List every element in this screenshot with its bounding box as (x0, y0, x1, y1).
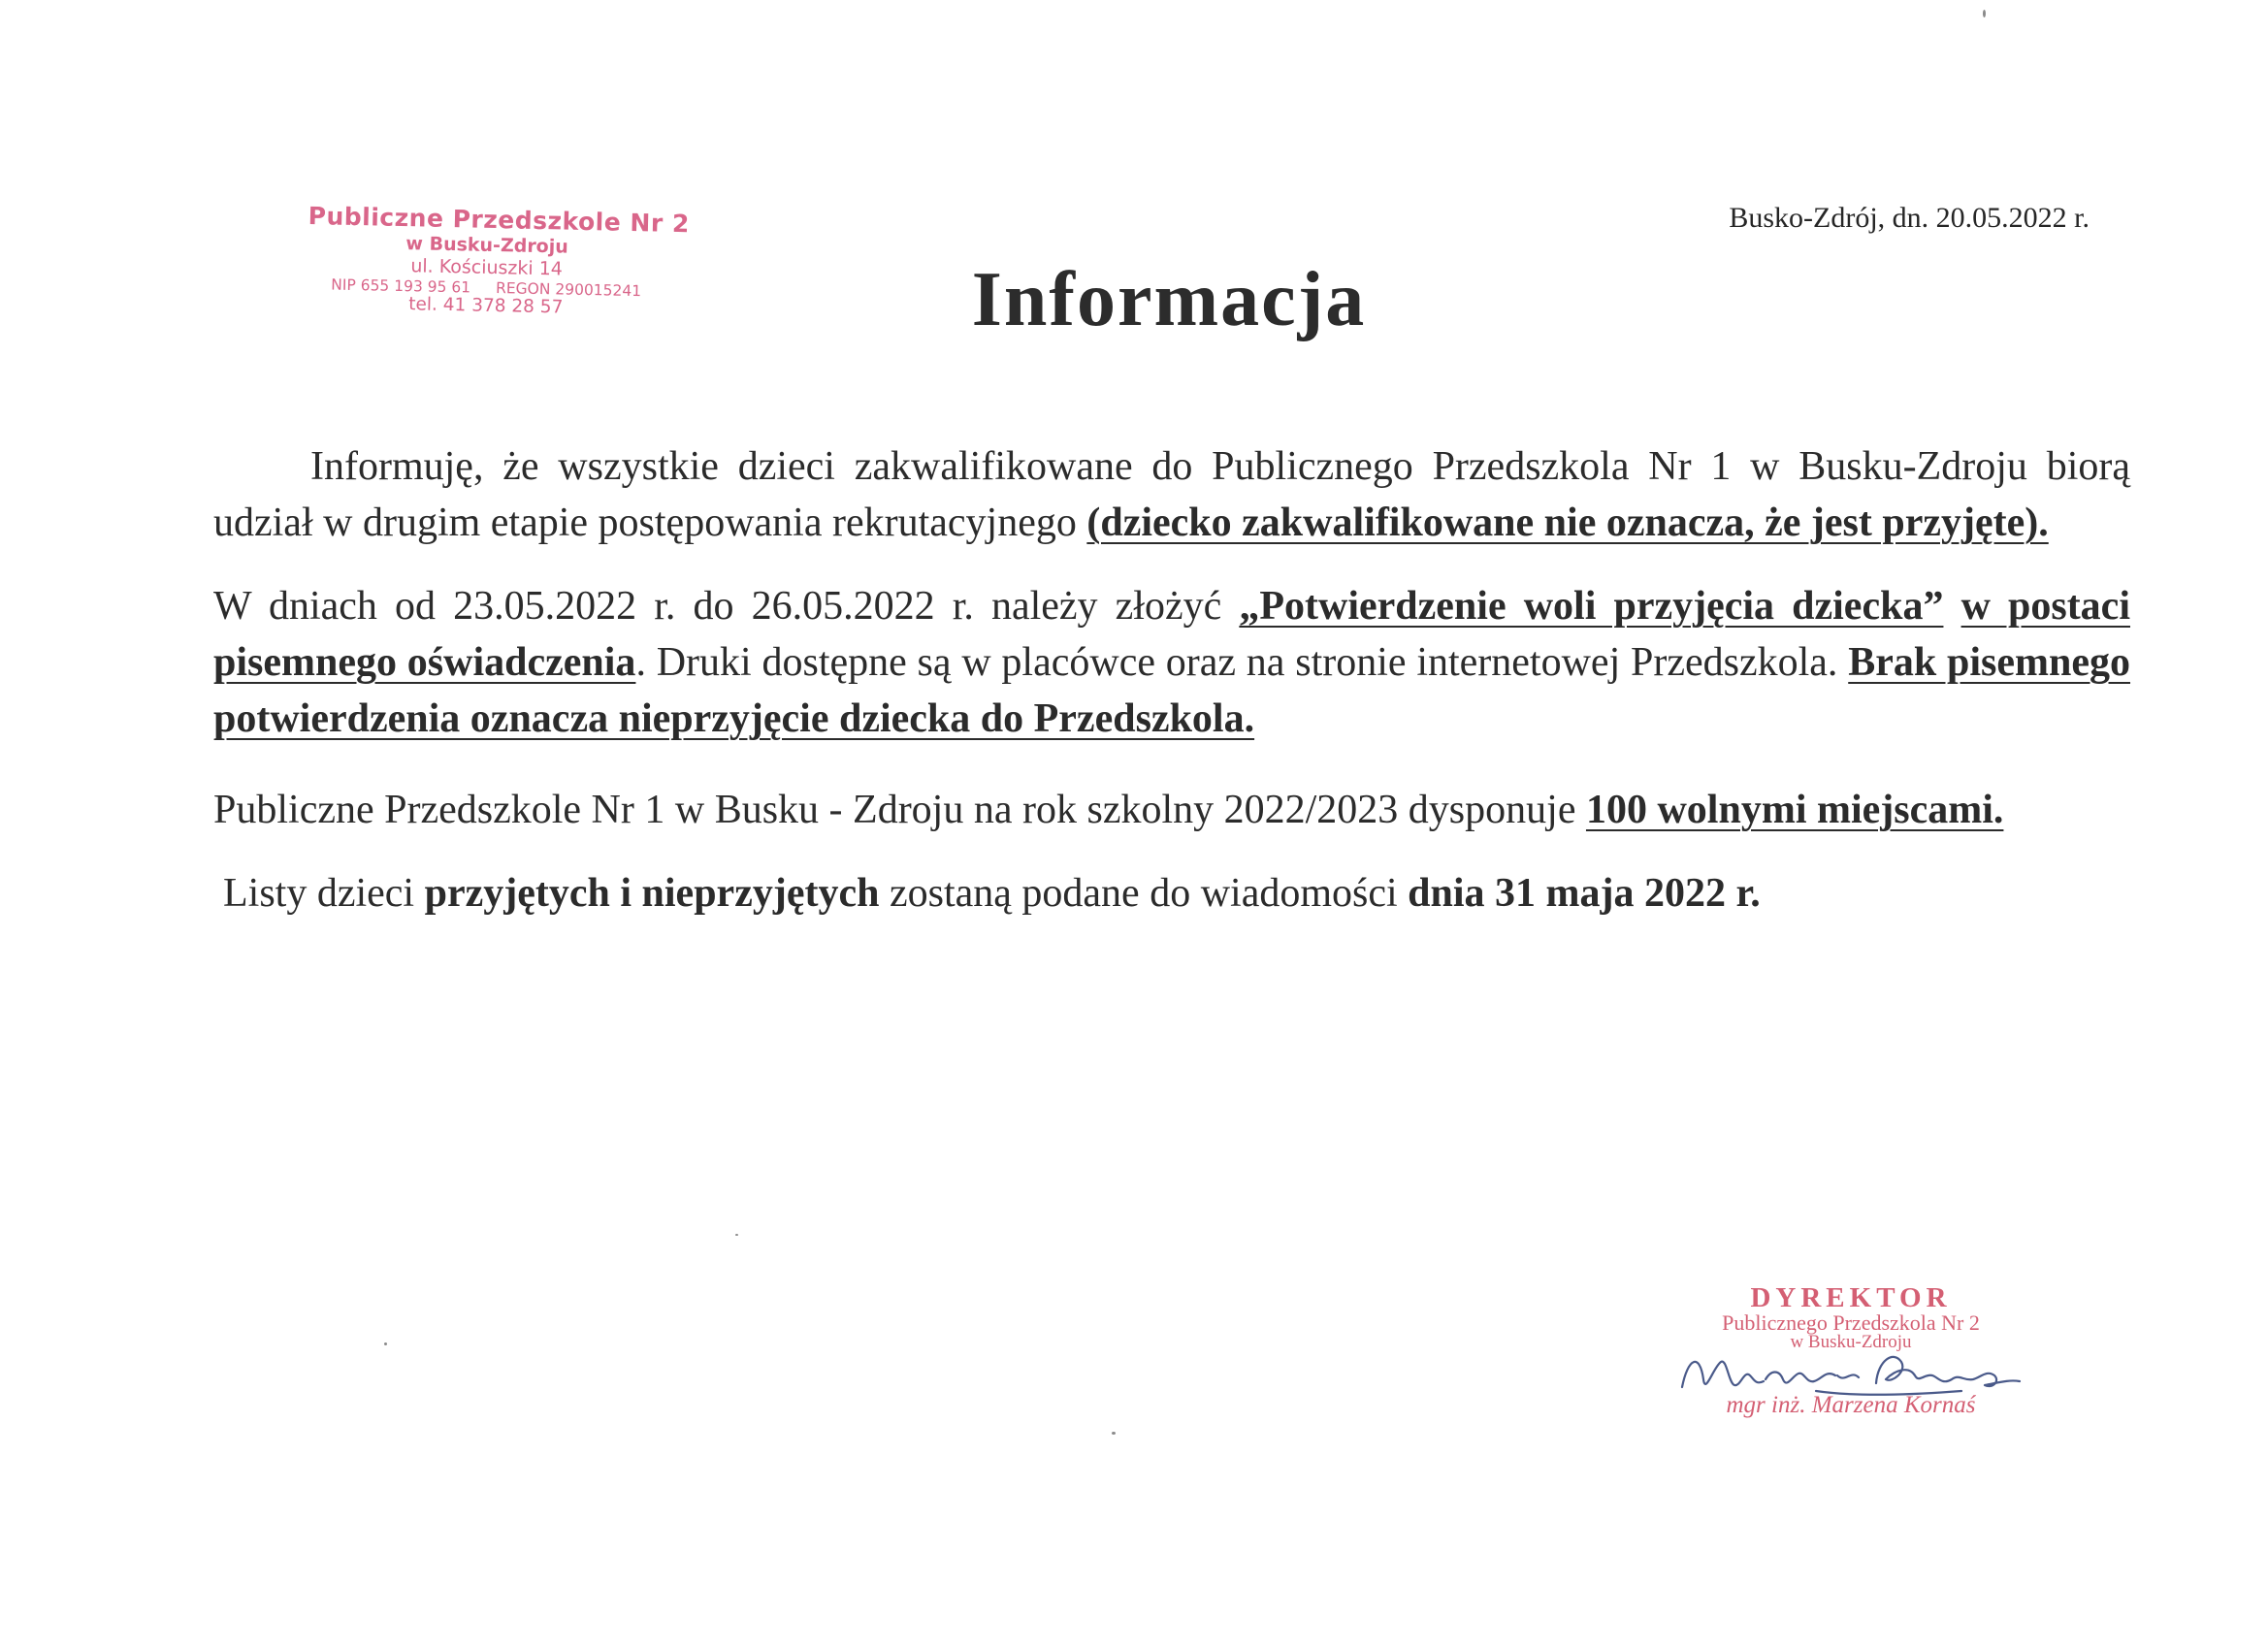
scan-speck (735, 1234, 738, 1236)
stamp-street: ul. Kościuszki 14 (410, 255, 564, 280)
stamp-nip: NIP 655 193 95 61 (331, 275, 471, 297)
confirmation-form-type: w postaci pisemnego oświadczenia (213, 584, 2130, 685)
confirmation-form-name: „Potwierdzenie woli przyjęcia dziecka” (1239, 584, 1944, 629)
document-body (213, 438, 2130, 939)
lists-text-b: zostaną podane do wiadomości (879, 871, 1409, 916)
director-city: w Busku-Zdroju (1790, 1332, 1912, 1352)
scan-speck (384, 1342, 387, 1345)
confirmation-warning: Brak pisemnego potwierdzenia oznacza nieprzyjęcie dziecka do Przedszkola. (213, 640, 2131, 741)
lists-text-a: Listy dzieci (223, 871, 425, 916)
scan-speck (1983, 10, 1986, 17)
confirmation-dates-text: W dniach od 23.05.2022 r. do 26.05.2022 r. należy złożyć (213, 584, 1240, 629)
lists-bold-a: przyjętych i nieprzyjętych (424, 871, 880, 916)
handwritten-signature (1670, 1341, 2039, 1408)
director-title: DYREKTOR (1750, 1282, 1952, 1313)
place-date: Busko-Zdrój, dn. 20.05.2022 r. (1729, 202, 2090, 234)
scan-speck (1112, 1432, 1116, 1435)
stamp-school-name: Publiczne Przedszkole Nr 2 (308, 202, 691, 239)
paragraph-confirmation (213, 578, 2130, 747)
director-name: mgr inż. Marzena Kornaś (1726, 1392, 1976, 1418)
lists-date: dnia 31 maja 2022 r. (1408, 871, 1761, 916)
paragraph-qualification-text: Informuję, że wszystkie dzieci zakwalifikowane do Publicznego Przedszkola Nr 1 w Busku-Zdroju biorą udział w drugim etapie postępowania rekrutacyjnego (213, 444, 2130, 545)
document-title: Informacja (971, 257, 1367, 342)
director-institution: Publicznego Przedszkola Nr 2 (1722, 1310, 1980, 1335)
places-count: 100 wolnymi miejscami. (1585, 788, 2004, 832)
paragraph-places (213, 782, 2130, 838)
confirmation-forms-text: . Druki dostępne są w placówce oraz na stronie internetowej Przedszkola. (635, 640, 1849, 685)
stamp-city: w Busku-Zdroju (405, 233, 569, 258)
places-text: Publiczne Przedszkole Nr 1 w Busku - Zdroju na rok szkolny 2022/2023 dysponuje (213, 788, 1586, 832)
stamp-phone: tel. 41 378 28 57 (408, 294, 564, 318)
paragraph-lists (213, 865, 2130, 922)
qualification-note: (dziecko zakwalifikowane nie oznacza, że jest przyjęte). (1086, 501, 2049, 545)
paragraph-qualification (213, 438, 2130, 551)
stamp-regon: REGON 290015241 (495, 279, 642, 301)
